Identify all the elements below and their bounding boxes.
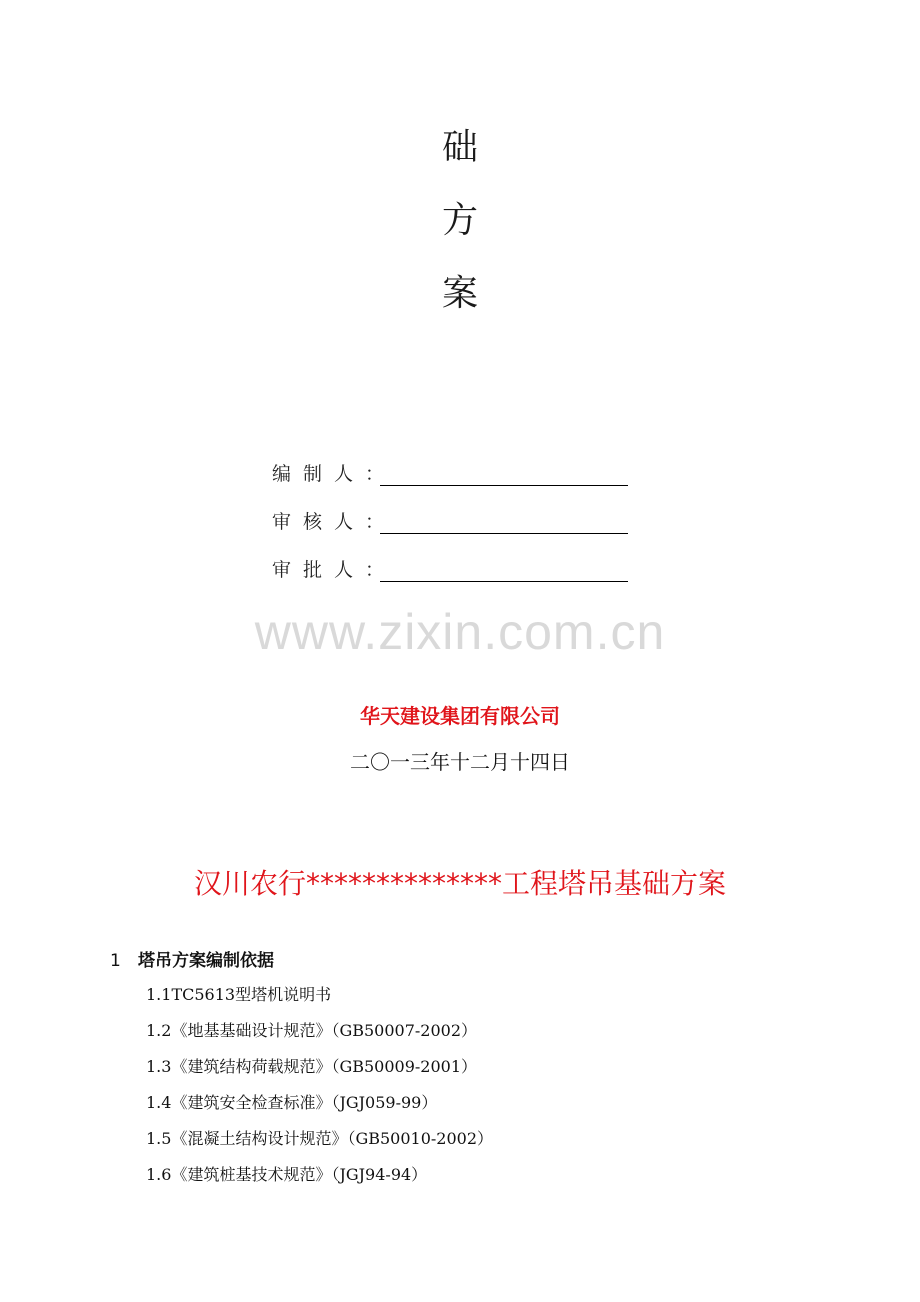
signature-line[interactable] xyxy=(380,559,628,582)
list-item: 1.4《建筑安全检查标准》（JGJ059-99） xyxy=(146,1093,438,1112)
cover-date: 二〇一三年十二月十四日 xyxy=(350,750,570,774)
section-heading xyxy=(110,946,274,971)
list-item: 1.6《建筑桩基技术规范》（JGJ94-94） xyxy=(146,1165,428,1184)
section-number: 1 xyxy=(110,951,121,971)
reference-list xyxy=(146,982,493,1198)
cover-title-char-1: 础 xyxy=(441,127,478,168)
list-item: 1.3《建筑结构荷载规范》（GB50009-2001） xyxy=(146,1057,478,1076)
signature-row-reviewer xyxy=(272,504,628,534)
signature-label: 编制人： xyxy=(272,463,397,485)
signature-row-approver xyxy=(272,552,628,582)
cover-title-char-3: 案 xyxy=(441,273,478,314)
signature-line[interactable] xyxy=(380,511,628,534)
list-item: 1.2《地基基础设计规范》（GB50007-2002） xyxy=(146,1021,478,1040)
section-heading-text: 塔吊方案编制依据 xyxy=(138,951,274,971)
list-item: 1.5《混凝土结构设计规范》（GB50010-2002） xyxy=(146,1129,494,1148)
signature-label: 审核人： xyxy=(272,511,397,533)
signature-row-editor xyxy=(272,456,628,486)
watermark: www.zixin.com.cn xyxy=(254,604,666,660)
list-item: 1.1TC5613型塔机说明书 xyxy=(146,985,332,1004)
signature-label: 审批人： xyxy=(272,559,397,581)
document-title: 汉川农行**************工程塔吊基础方案 xyxy=(193,867,726,900)
signature-line[interactable] xyxy=(380,463,628,486)
company-name: 华天建设集团有限公司 xyxy=(360,704,560,728)
cover-title-char-2: 方 xyxy=(441,200,478,241)
